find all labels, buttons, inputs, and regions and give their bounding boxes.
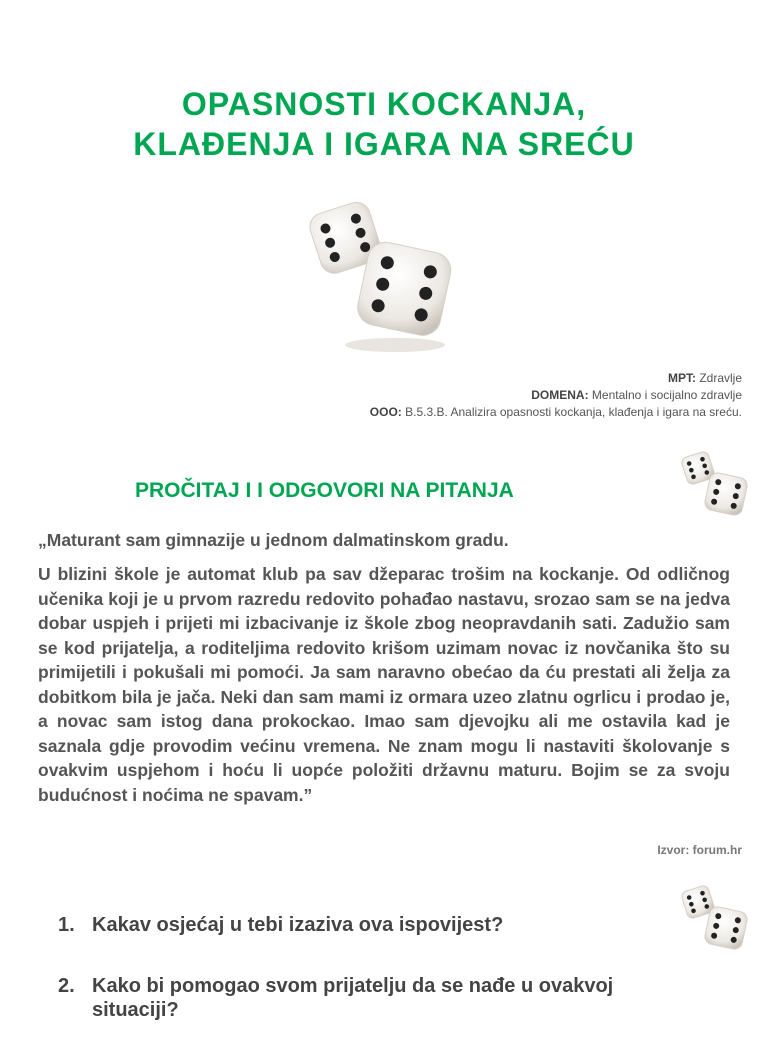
story-text: U blizini škole je automat klub pa sav džeparac trošim na kockanje. Od odličnog učenika koji je u prvom razredu redovito pohađao nastavu, srozao sam se na jedva dobar uspjeh i prijeti mi izbacivanje iz škole zbog neopravdanih sati. Zadužio sam se kod prijatelja, a roditeljima redovito krišom uzimam novac iz novčanika što su primijetili i pokušali mi pomoći. Ja sam naravno obećao da ću prestati ali želja za dobitkom bila je jača. Neki dan sam mami iz ormara uzeo zlatnu ogrlicu i prodao je, a novac sam istog dana prokockao. Imao sam djevojku ali me ostavila kad je saznala gdje provodim većinu vremena. Ne znam mogu li nastaviti školovanje s ovakvim uspjehom i hoću li uopće položiti državnu maturu. Bojim se za svoju budućnost i noćima ne spavam.” <box>38 564 730 805</box>
meta-ooo: OOO: B.5.3.B. Analizira opasnosti kockanja, klađenja i igara na sreću. <box>369 405 742 419</box>
dice-icon-small-1 <box>676 446 756 524</box>
section-heading: PROČITAJ I I ODGOVORI NA PITANJA <box>135 479 514 502</box>
dice-icon <box>290 185 480 365</box>
question-number: 2. <box>58 975 75 997</box>
meta-domena: DOMENA: Mentalno i socijalno zdravlje <box>531 388 742 402</box>
page-title <box>0 84 768 164</box>
question-text: Kakav osjećaj u tebi izaziva ova ispovijest? <box>92 914 504 936</box>
story-intro: „Maturant sam gimnazije u jednom dalmatinskom gradu. <box>38 530 509 550</box>
question-item <box>58 974 678 1022</box>
curriculum-meta <box>370 370 742 421</box>
source-citation: Izvor: forum.hr <box>657 843 742 857</box>
meta-mpt: MPT: Zdravlje <box>667 371 742 385</box>
question-text: Kako bi pomogao svom prijatelju da se nađe u ovakvoj situaciji? <box>92 975 614 1021</box>
question-number: 1. <box>58 914 75 936</box>
question-item <box>58 913 678 937</box>
dice-icon-small-2 <box>676 880 756 958</box>
question-list <box>58 913 678 1059</box>
title-line-2: KLAĐENJA I IGARA NA SREĆU <box>133 126 635 162</box>
title-line-1: OPASNOSTI KOCKANJA, <box>181 86 587 122</box>
